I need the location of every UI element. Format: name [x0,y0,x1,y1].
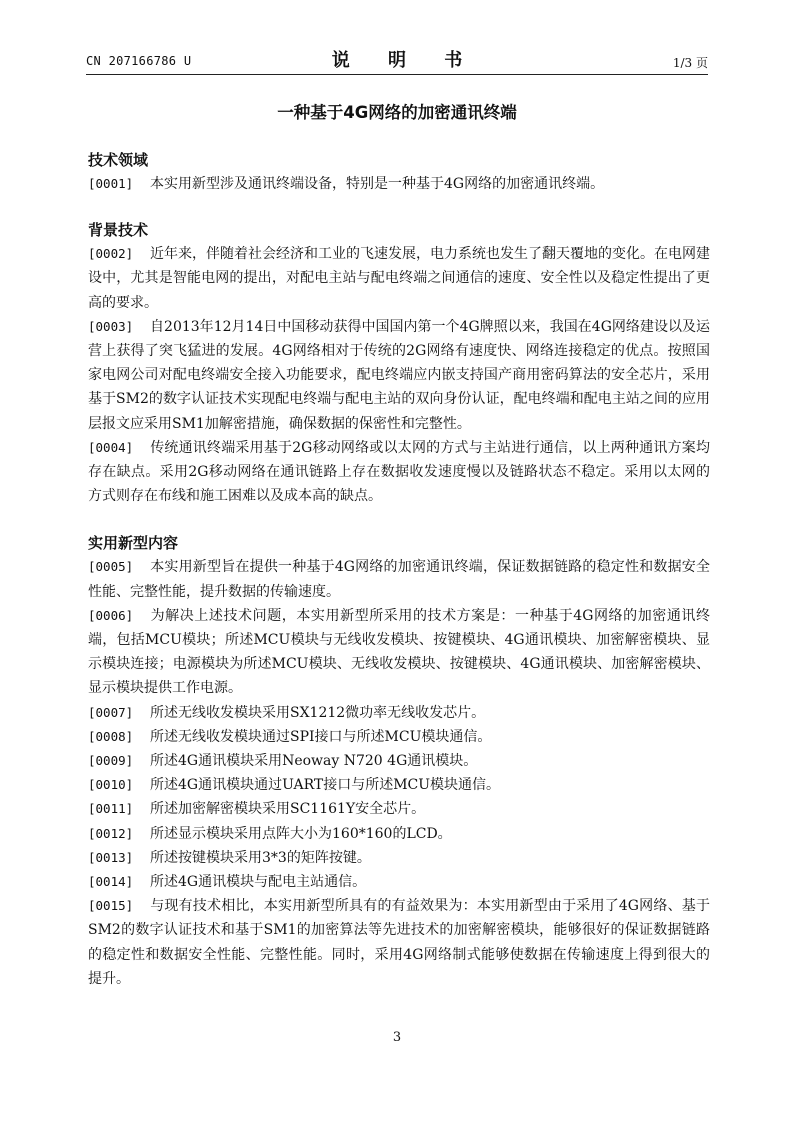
paragraph-number: [0009] [88,753,134,769]
paragraph-number: [0006] [88,607,134,623]
paragraph-text: 近年来，伴随着社会经济和工业的飞速发展，电力系统也发生了翻天覆地的变化。在电网建设中，尤其是智能电网的提出，对配电主站与配电终端之间通信的速度、安全性以及稳定性提出了更高的要求。 [88,246,710,311]
section-heading: 背景技术 [88,221,149,240]
paragraph-number: [0008] [88,728,134,744]
section-heading: 实用新型内容 [88,534,179,553]
document-body [88,148,710,991]
paragraph-text: 所述4G通讯模块通过UART接口与所述MCU模块通信。 [150,777,501,794]
paragraph-text: 为解决上述技术问题，本实用新型所采用的技术方案是：一种基于4G网络的加密通讯终端，包括MCU模块；所述MCU模块与无线收发模块、按键模块、4G通讯模块、加密解密模块、显示模块连接；电源模块为所述MCU模块、无线收发模块、按键模块、4G通讯模块、加密解密模块、显示模块提供工作电源。 [88,607,710,697]
paragraph [88,555,710,603]
paragraph-text: 自2013年12月14日中国移动获得中国国内第一个4G牌照以来，我国在4G网络建设以及运营上获得了突飞猛进的发展。4G网络相对于传统的2G网络有速度快、网络连接稳定的优点。按照国家电网公司对配电终端安全接入功能要求，配电终端应内嵌支持国产商用密码算法的安全芯片，采用基于SM2的数字认证技术实现配电终端与配电主站的双向身份认证，配电终端和配电主站之间的应用层报文应采用SM1加解密措施，确保数据的保密性和完整性。 [88,318,710,432]
header-divider [86,74,708,75]
paragraph-number: [0010] [88,777,134,793]
document-type: 说 明 书 [331,50,479,71]
paragraph-text: 传统通讯终端采用基于2G移动网络或以太网的方式与主站进行通信，以上两种通讯方案均存在缺点。采用2G移动网络在通讯链路上存在数据收发速度慢以及链路状态不稳定。采用以太网的方式则存在布线和施工困难以及成本高的缺点。 [88,439,710,505]
paragraph-number: [0014] [88,874,134,890]
paragraph [88,315,710,436]
page-counter: 1/3 页 [672,56,708,70]
paragraph [88,894,710,991]
paragraph-number: [0005] [88,559,134,575]
paragraph-number: [0012] [88,825,134,841]
paragraph-text: 所述按键模块采用3*3的矩阵按键。 [150,849,371,866]
paragraph-number: [0015] [88,898,134,914]
paragraph [88,701,710,725]
page-number: 3 [392,1030,402,1045]
paragraph-text: 与现有技术相比，本实用新型所具有的有益效果为：本实用新型由于采用了4G网络、基于SM2的数字认证技术和基于SM1的加密算法等先进技术的加密解密模块，能够很好的保证数据链路的稳定性和数据安全性能、完整性能。同时，采用4G网络制式能够使数据在传输速度上得到很大的提升。 [88,898,710,987]
paragraph-text: 所述显示模块采用点阵大小为160*160的LCD。 [150,825,452,842]
paragraph-text: 所述无线收发模块采用SX1212微功率无线收发芯片。 [150,704,486,721]
paragraph-number: [0001] [88,176,134,191]
paragraph-text: 所述4G通讯模块与配电主站通信。 [150,874,367,891]
paragraph-text: 本实用新型涉及通讯终端设备，特别是一种基于4G网络的加密通讯终端。 [150,176,605,192]
paragraph [88,773,710,797]
section-heading: 技术领域 [88,151,149,169]
patent-number: CN 207166786 U [86,54,192,68]
paragraph [88,822,710,846]
paragraph [88,846,710,870]
paragraph-number: [0003] [88,318,134,334]
paragraph-text: 所述加密解密模块采用SC1161Y安全芯片。 [150,801,426,818]
paragraph [88,870,710,894]
paragraph [88,604,710,701]
paragraph-text: 所述4G通讯模块采用Neoway N720 4G通讯模块。 [150,753,478,770]
paragraph-number: [0002] [88,246,134,262]
paragraph [88,725,710,749]
paragraph-number: [0004] [88,439,134,455]
paragraph-number: [0011] [88,801,134,817]
paragraph-number: [0013] [88,849,134,865]
paragraph [88,797,710,821]
paragraph [88,242,710,315]
paragraph-text: 所述无线收发模块通过SPI接口与所述MCU模块通信。 [150,728,492,745]
paragraph [88,749,710,773]
paragraph [88,436,710,509]
document-title: 一种基于4G网络的加密通讯终端 [277,103,517,122]
paragraph [88,172,710,196]
paragraph-text: 本实用新型旨在提供一种基于4G网络的加密通讯终端，保证数据链路的稳定性和数据安全性能、完整性能，提升数据的传输速度。 [88,559,710,600]
page-header [86,44,708,74]
paragraph-number: [0007] [88,704,134,720]
